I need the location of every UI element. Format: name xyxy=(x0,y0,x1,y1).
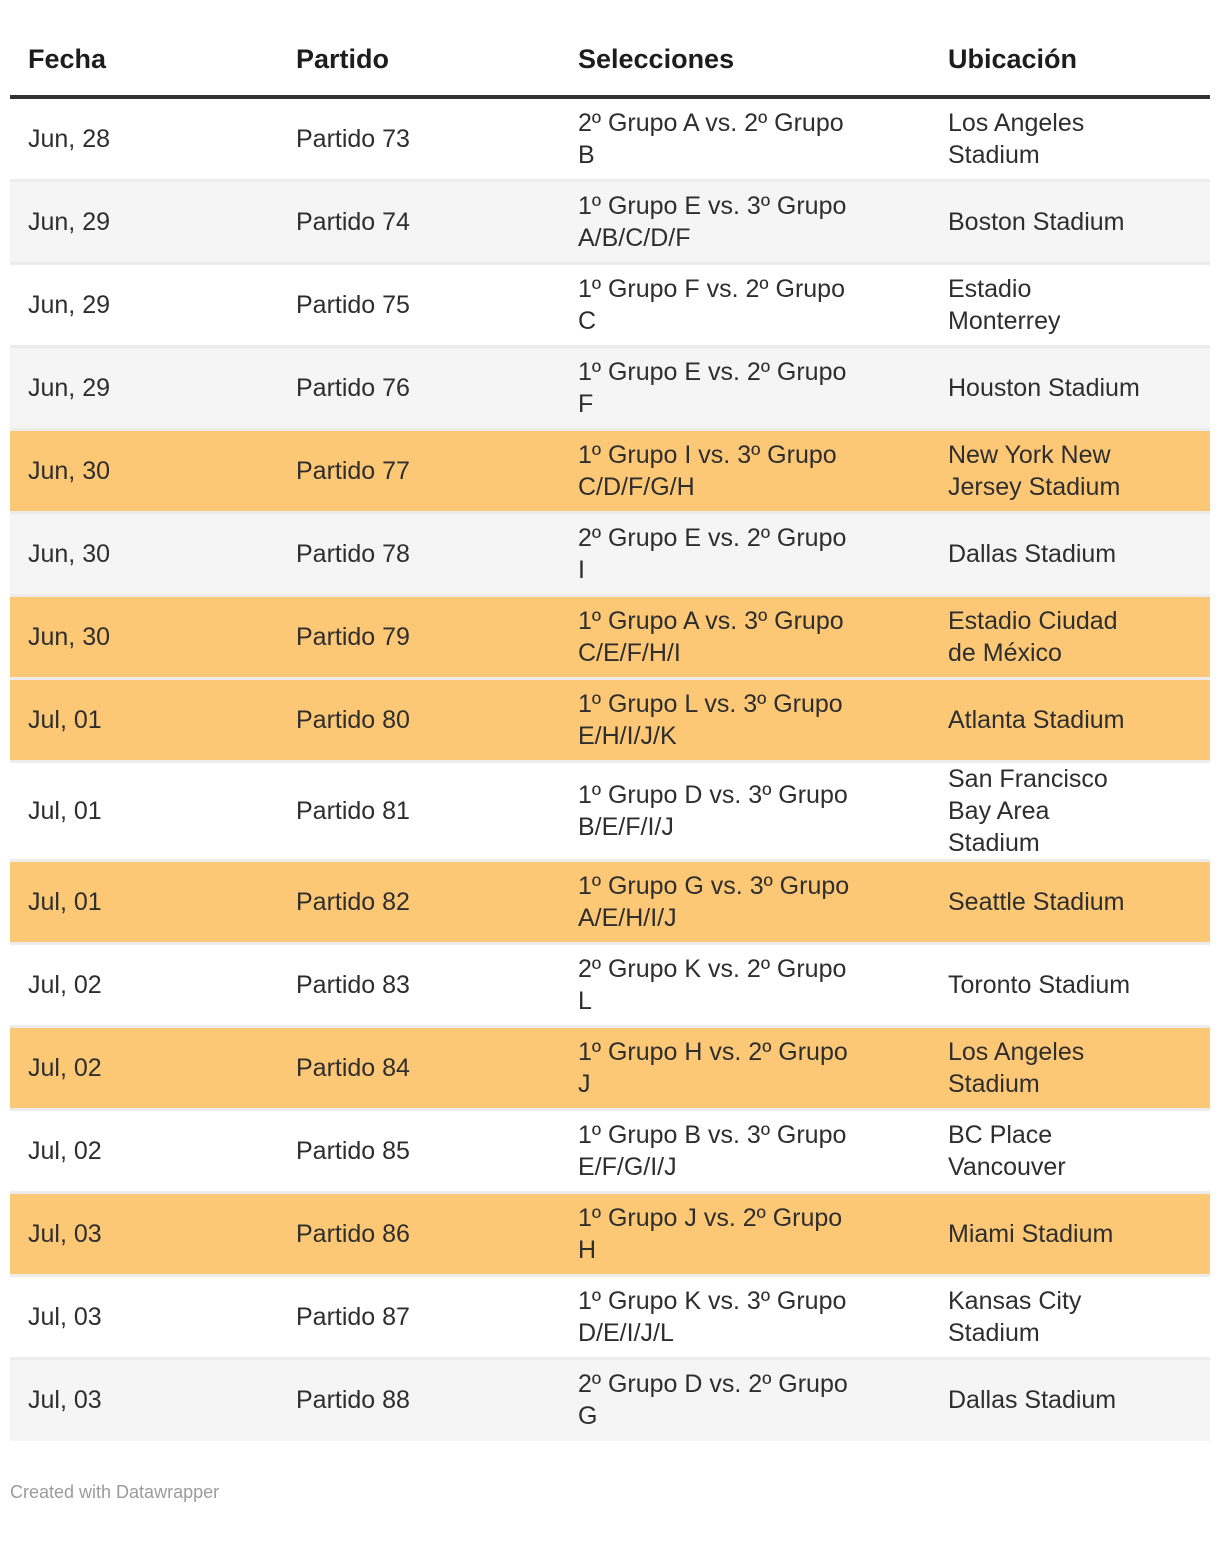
table-row xyxy=(10,943,1210,1026)
column-header-selecciones: Selecciones xyxy=(560,24,930,97)
cell-partido: Partido 88 xyxy=(278,1358,560,1441)
table-row xyxy=(10,1026,1210,1109)
cell-ubicacion: San Francisco Bay Area Stadium xyxy=(930,761,1210,860)
cell-fecha: Jun, 29 xyxy=(10,346,278,429)
table-row xyxy=(10,860,1210,943)
cell-selecciones: 2º Grupo K vs. 2º Grupo L xyxy=(560,943,930,1026)
cell-selecciones: 1º Grupo L vs. 3º Grupo E/H/I/J/K xyxy=(560,678,930,761)
cell-selecciones: 2º Grupo A vs. 2º Grupo B xyxy=(560,97,930,180)
cell-partido: Partido 87 xyxy=(278,1275,560,1358)
cell-ubicacion: Dallas Stadium xyxy=(930,1358,1210,1441)
cell-partido: Partido 74 xyxy=(278,180,560,263)
cell-partido: Partido 82 xyxy=(278,860,560,943)
header-row xyxy=(10,24,1210,97)
column-header-ubicacion: Ubicación xyxy=(930,24,1210,97)
table-row xyxy=(10,678,1210,761)
table-row xyxy=(10,512,1210,595)
datawrapper-credit-link[interactable]: Created with Datawrapper xyxy=(10,1482,220,1502)
cell-partido: Partido 81 xyxy=(278,761,560,860)
cell-ubicacion: Estadio Ciudad de México xyxy=(930,595,1210,678)
cell-fecha: Jul, 01 xyxy=(10,860,278,943)
cell-fecha: Jul, 01 xyxy=(10,761,278,860)
cell-fecha: Jul, 03 xyxy=(10,1275,278,1358)
cell-fecha: Jun, 30 xyxy=(10,429,278,512)
cell-partido: Partido 83 xyxy=(278,943,560,1026)
cell-selecciones: 2º Grupo E vs. 2º Grupo I xyxy=(560,512,930,595)
cell-fecha: Jun, 30 xyxy=(10,512,278,595)
table-row xyxy=(10,180,1210,263)
table-row xyxy=(10,1275,1210,1358)
cell-ubicacion: Boston Stadium xyxy=(930,180,1210,263)
credit-line xyxy=(10,1481,1210,1503)
table-row xyxy=(10,1358,1210,1441)
cell-partido: Partido 77 xyxy=(278,429,560,512)
cell-selecciones: 1º Grupo B vs. 3º Grupo E/F/G/I/J xyxy=(560,1109,930,1192)
cell-partido: Partido 86 xyxy=(278,1192,560,1275)
cell-partido: Partido 79 xyxy=(278,595,560,678)
cell-fecha: Jul, 03 xyxy=(10,1358,278,1441)
cell-selecciones: 1º Grupo G vs. 3º Grupo A/E/H/I/J xyxy=(560,860,930,943)
cell-partido: Partido 73 xyxy=(278,97,560,180)
match-schedule-table xyxy=(10,24,1210,1441)
cell-fecha: Jul, 01 xyxy=(10,678,278,761)
cell-ubicacion: Los Angeles Stadium xyxy=(930,1026,1210,1109)
cell-selecciones: 2º Grupo D vs. 2º Grupo G xyxy=(560,1358,930,1441)
cell-fecha: Jul, 03 xyxy=(10,1192,278,1275)
cell-ubicacion: Atlanta Stadium xyxy=(930,678,1210,761)
cell-fecha: Jun, 29 xyxy=(10,180,278,263)
cell-ubicacion: New York New Jersey Stadium xyxy=(930,429,1210,512)
cell-partido: Partido 84 xyxy=(278,1026,560,1109)
cell-selecciones: 1º Grupo K vs. 3º Grupo D/E/I/J/L xyxy=(560,1275,930,1358)
table-header xyxy=(10,24,1210,97)
cell-selecciones: 1º Grupo J vs. 2º Grupo H xyxy=(560,1192,930,1275)
cell-fecha: Jul, 02 xyxy=(10,1109,278,1192)
cell-ubicacion: Toronto Stadium xyxy=(930,943,1210,1026)
table-row xyxy=(10,346,1210,429)
cell-partido: Partido 75 xyxy=(278,263,560,346)
cell-ubicacion: Houston Stadium xyxy=(930,346,1210,429)
cell-selecciones: 1º Grupo H vs. 2º Grupo J xyxy=(560,1026,930,1109)
cell-fecha: Jun, 29 xyxy=(10,263,278,346)
cell-ubicacion: Dallas Stadium xyxy=(930,512,1210,595)
cell-ubicacion: BC Place Vancouver xyxy=(930,1109,1210,1192)
cell-selecciones: 1º Grupo E vs. 3º Grupo A/B/C/D/F xyxy=(560,180,930,263)
table-row xyxy=(10,1192,1210,1275)
cell-partido: Partido 85 xyxy=(278,1109,560,1192)
table-row xyxy=(10,595,1210,678)
cell-selecciones: 1º Grupo I vs. 3º Grupo C/D/F/G/H xyxy=(560,429,930,512)
column-header-fecha: Fecha xyxy=(10,24,278,97)
cell-fecha: Jul, 02 xyxy=(10,943,278,1026)
cell-selecciones: 1º Grupo F vs. 2º Grupo C xyxy=(560,263,930,346)
cell-selecciones: 1º Grupo A vs. 3º Grupo C/E/F/H/I xyxy=(560,595,930,678)
table-row xyxy=(10,429,1210,512)
cell-selecciones: 1º Grupo D vs. 3º Grupo B/E/F/I/J xyxy=(560,761,930,860)
cell-ubicacion: Estadio Monterrey xyxy=(930,263,1210,346)
cell-selecciones: 1º Grupo E vs. 2º Grupo F xyxy=(560,346,930,429)
cell-ubicacion: Los Angeles Stadium xyxy=(930,97,1210,180)
table-row xyxy=(10,1109,1210,1192)
cell-ubicacion: Kansas City Stadium xyxy=(930,1275,1210,1358)
cell-partido: Partido 78 xyxy=(278,512,560,595)
column-header-partido: Partido xyxy=(278,24,560,97)
cell-fecha: Jul, 02 xyxy=(10,1026,278,1109)
table-body xyxy=(10,97,1210,1441)
table-row xyxy=(10,761,1210,860)
table-row xyxy=(10,97,1210,180)
cell-partido: Partido 76 xyxy=(278,346,560,429)
cell-partido: Partido 80 xyxy=(278,678,560,761)
table-row xyxy=(10,263,1210,346)
cell-fecha: Jun, 30 xyxy=(10,595,278,678)
cell-ubicacion: Seattle Stadium xyxy=(930,860,1210,943)
cell-ubicacion: Miami Stadium xyxy=(930,1192,1210,1275)
cell-fecha: Jun, 28 xyxy=(10,97,278,180)
